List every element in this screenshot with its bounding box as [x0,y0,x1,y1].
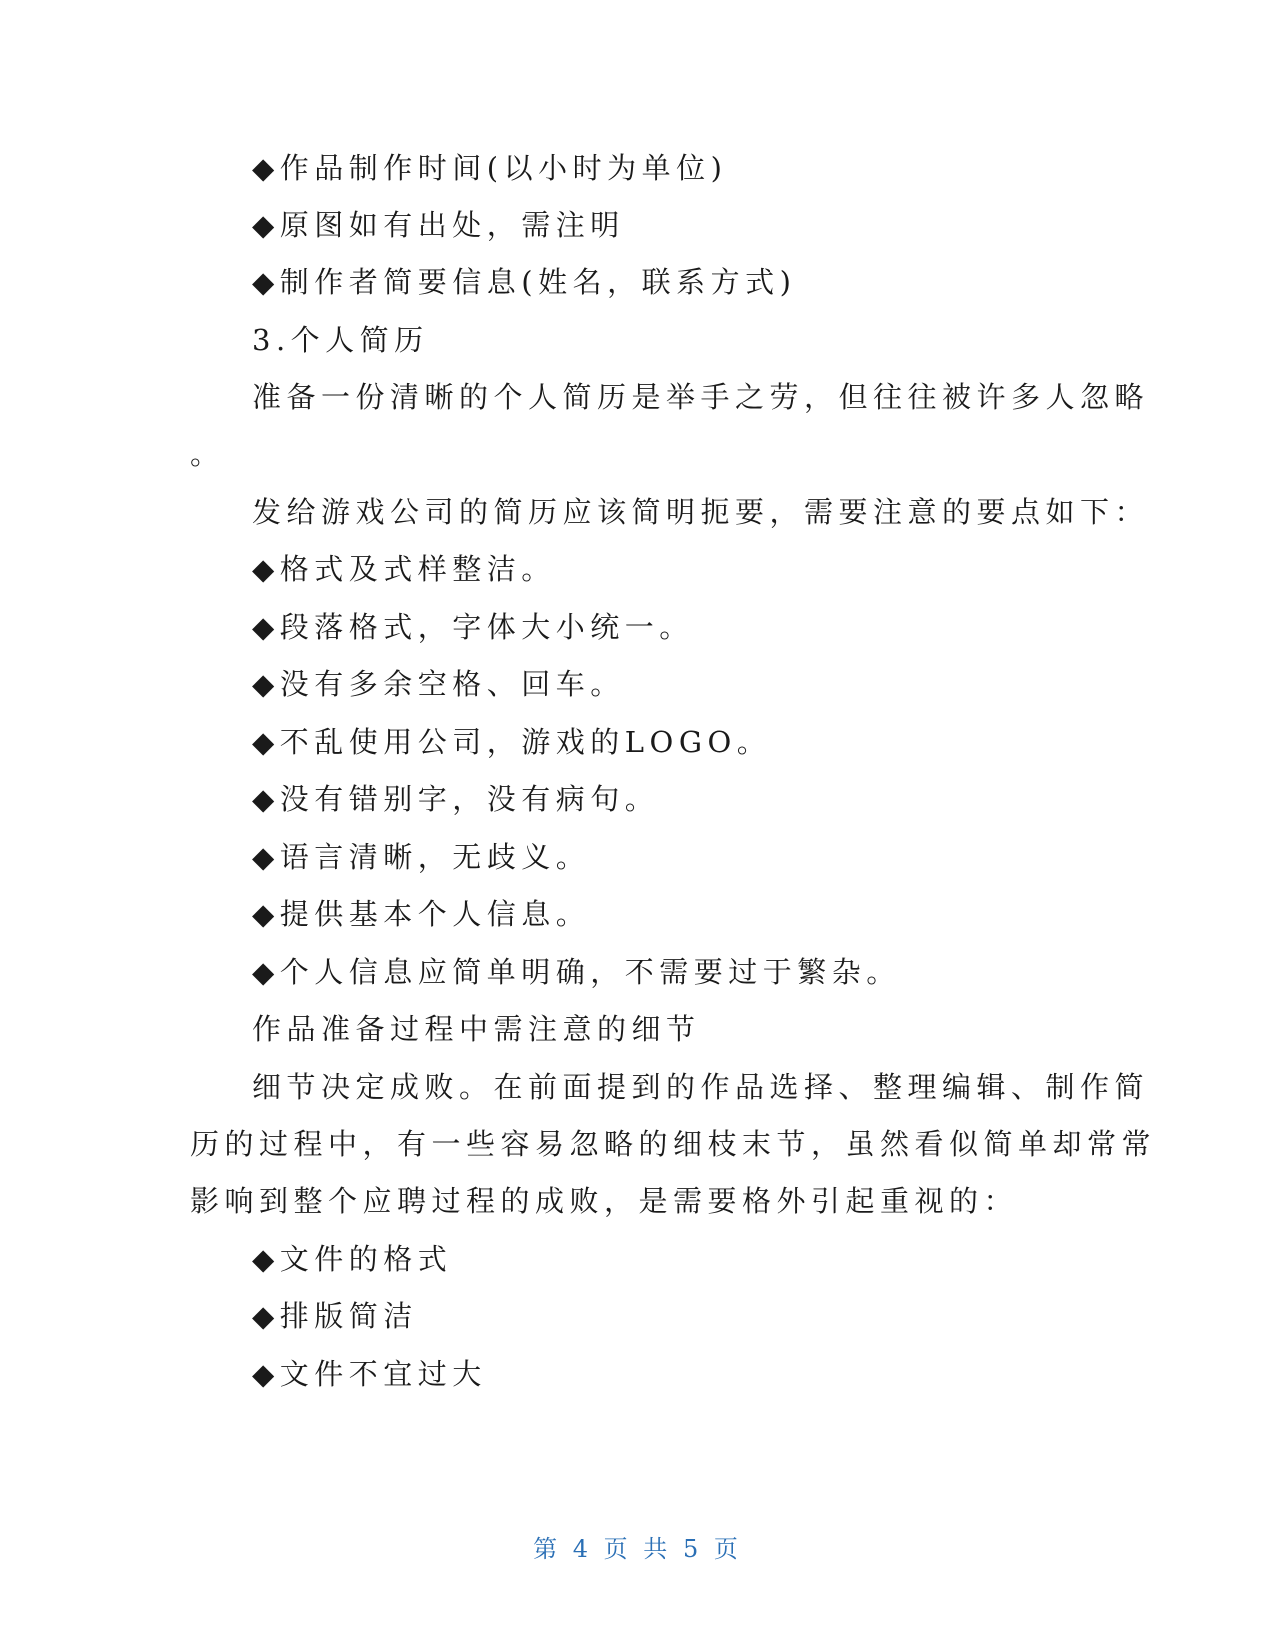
footer-total-pages: 5 [682,1535,703,1563]
section-heading-details: 作品准备过程中需注意的细节 [252,1012,701,1046]
footer-suffix: 页 [713,1535,742,1563]
paragraph-resume-intro: 准备一份清晰的个人简历是举手之劳，但往往被许多人忽略 [252,380,1150,414]
section-heading-resume: 3.个人简历 [252,323,429,357]
paragraph-resume-intro-end: 。 [190,437,225,471]
paragraph-resume-points: 发给游戏公司的简历应该简明扼要，需要注意的要点如下： [252,495,1150,529]
bullet-source-note: ◆原图如有出处，需注明 [252,208,625,242]
footer-current-page: 4 [572,1535,593,1563]
bullet-clear-language: ◆语言清晰，无歧义。 [252,840,591,874]
bullet-format-clean: ◆格式及式样整洁。 [252,552,556,586]
footer-prefix: 第 [533,1535,562,1563]
paragraph-details-line-2: 历的过程中，有一些容易忽略的细枝末节，虽然看似简单却常常 [190,1127,1157,1161]
bullet-font-uniform: ◆段落格式，字体大小统一。 [252,610,694,644]
paragraph-details-line-1: 细节决定成败。在前面提到的作品选择、整理编辑、制作简 [252,1070,1150,1104]
bullet-no-extra-spaces: ◆没有多余空格、回车。 [252,667,625,701]
bullet-basic-info: ◆提供基本个人信息。 [252,897,591,931]
footer-middle: 页 共 [603,1535,672,1563]
bullet-production-time: ◆作品制作时间(以小时为单位) [252,151,728,185]
bullet-layout-clean: ◆排版简洁 [252,1299,418,1333]
bullet-info-simple: ◆个人信息应简单明确，不需要过于繁杂。 [252,955,901,989]
bullet-file-size: ◆文件不宜过大 [252,1357,487,1391]
bullet-no-typos: ◆没有错别字，没有病句。 [252,782,660,816]
bullet-author-info: ◆制作者简要信息(姓名，联系方式) [252,265,797,299]
bullet-file-format: ◆文件的格式 [252,1242,453,1276]
paragraph-details-line-3: 影响到整个应聘过程的成败，是需要格外引起重视的： [190,1184,1019,1218]
page-footer [0,1533,1275,1565]
bullet-no-logo-misuse: ◆不乱使用公司，游戏的LOGO。 [252,725,772,759]
